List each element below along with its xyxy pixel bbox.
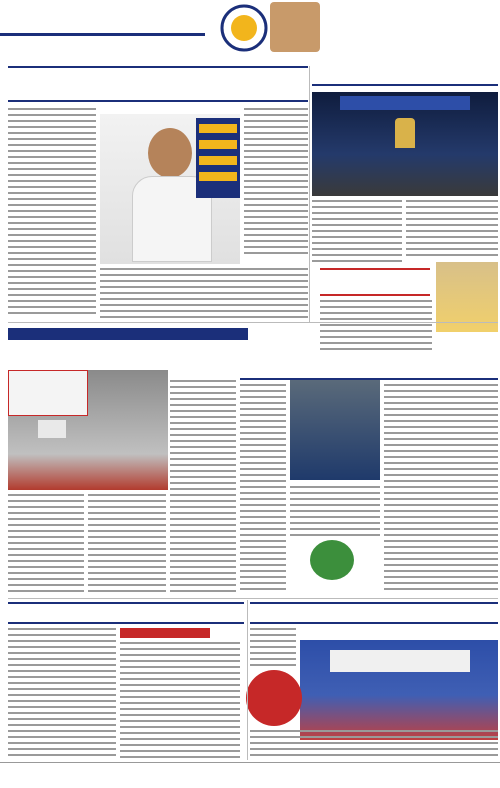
brand-name bbox=[120, 2, 210, 14]
social-handles bbox=[400, 18, 498, 28]
stats-line bbox=[199, 140, 237, 149]
saudi-headline bbox=[312, 66, 498, 86]
stats-line bbox=[199, 156, 237, 165]
runner-bib bbox=[38, 420, 66, 438]
player-head-shape bbox=[148, 128, 192, 178]
feature-badge bbox=[246, 670, 302, 726]
column-rule bbox=[247, 600, 248, 760]
site-name bbox=[410, 4, 498, 16]
ronaldo-column bbox=[320, 300, 432, 352]
northeast-headline bbox=[8, 602, 244, 624]
lead-headline bbox=[8, 66, 308, 102]
record-column-2 bbox=[88, 494, 166, 594]
page-number bbox=[450, 44, 498, 56]
dateline bbox=[70, 42, 205, 54]
ronaldo-headline bbox=[320, 268, 430, 296]
anniversary-logo-icon bbox=[218, 2, 270, 54]
record-tag bbox=[8, 328, 248, 340]
record-column-3 bbox=[170, 380, 236, 594]
section-rule bbox=[8, 598, 498, 599]
northeast-column-2 bbox=[120, 642, 240, 758]
section-rule bbox=[8, 322, 498, 323]
northeast-column-1 bbox=[8, 628, 116, 758]
lead-column-1 bbox=[8, 108, 96, 318]
haryana-headline bbox=[250, 602, 498, 624]
footer-editor bbox=[395, 766, 495, 784]
footer-contact bbox=[6, 776, 386, 785]
record-headline bbox=[8, 344, 248, 366]
lead-column-2 bbox=[244, 108, 308, 258]
masthead-quote bbox=[322, 4, 392, 50]
afghan-column-2 bbox=[384, 384, 498, 594]
stats-line bbox=[199, 172, 237, 181]
shot-put-inset bbox=[8, 370, 88, 416]
afghan-column-1 bbox=[240, 384, 286, 594]
footer-imprint bbox=[6, 766, 386, 775]
column-rule bbox=[309, 66, 310, 322]
afghan-headline bbox=[240, 360, 498, 380]
asia-cup-badge bbox=[310, 540, 354, 580]
masthead-portrait bbox=[270, 2, 320, 52]
haryana-column-2 bbox=[250, 730, 498, 758]
stats-box bbox=[196, 118, 240, 198]
afghan-photo bbox=[290, 380, 380, 480]
afghan-column-3 bbox=[290, 486, 380, 536]
champions-banner bbox=[340, 96, 470, 110]
saudi-column-1 bbox=[312, 200, 402, 262]
durand-tag bbox=[120, 628, 210, 638]
stats-line bbox=[199, 124, 237, 133]
lead-column-3 bbox=[100, 268, 308, 318]
saudi-column-2 bbox=[406, 200, 498, 258]
trophy-icon bbox=[395, 118, 415, 148]
haryana-column-1 bbox=[250, 628, 296, 668]
runner-up-banner bbox=[330, 650, 470, 672]
record-column-1 bbox=[8, 494, 84, 594]
